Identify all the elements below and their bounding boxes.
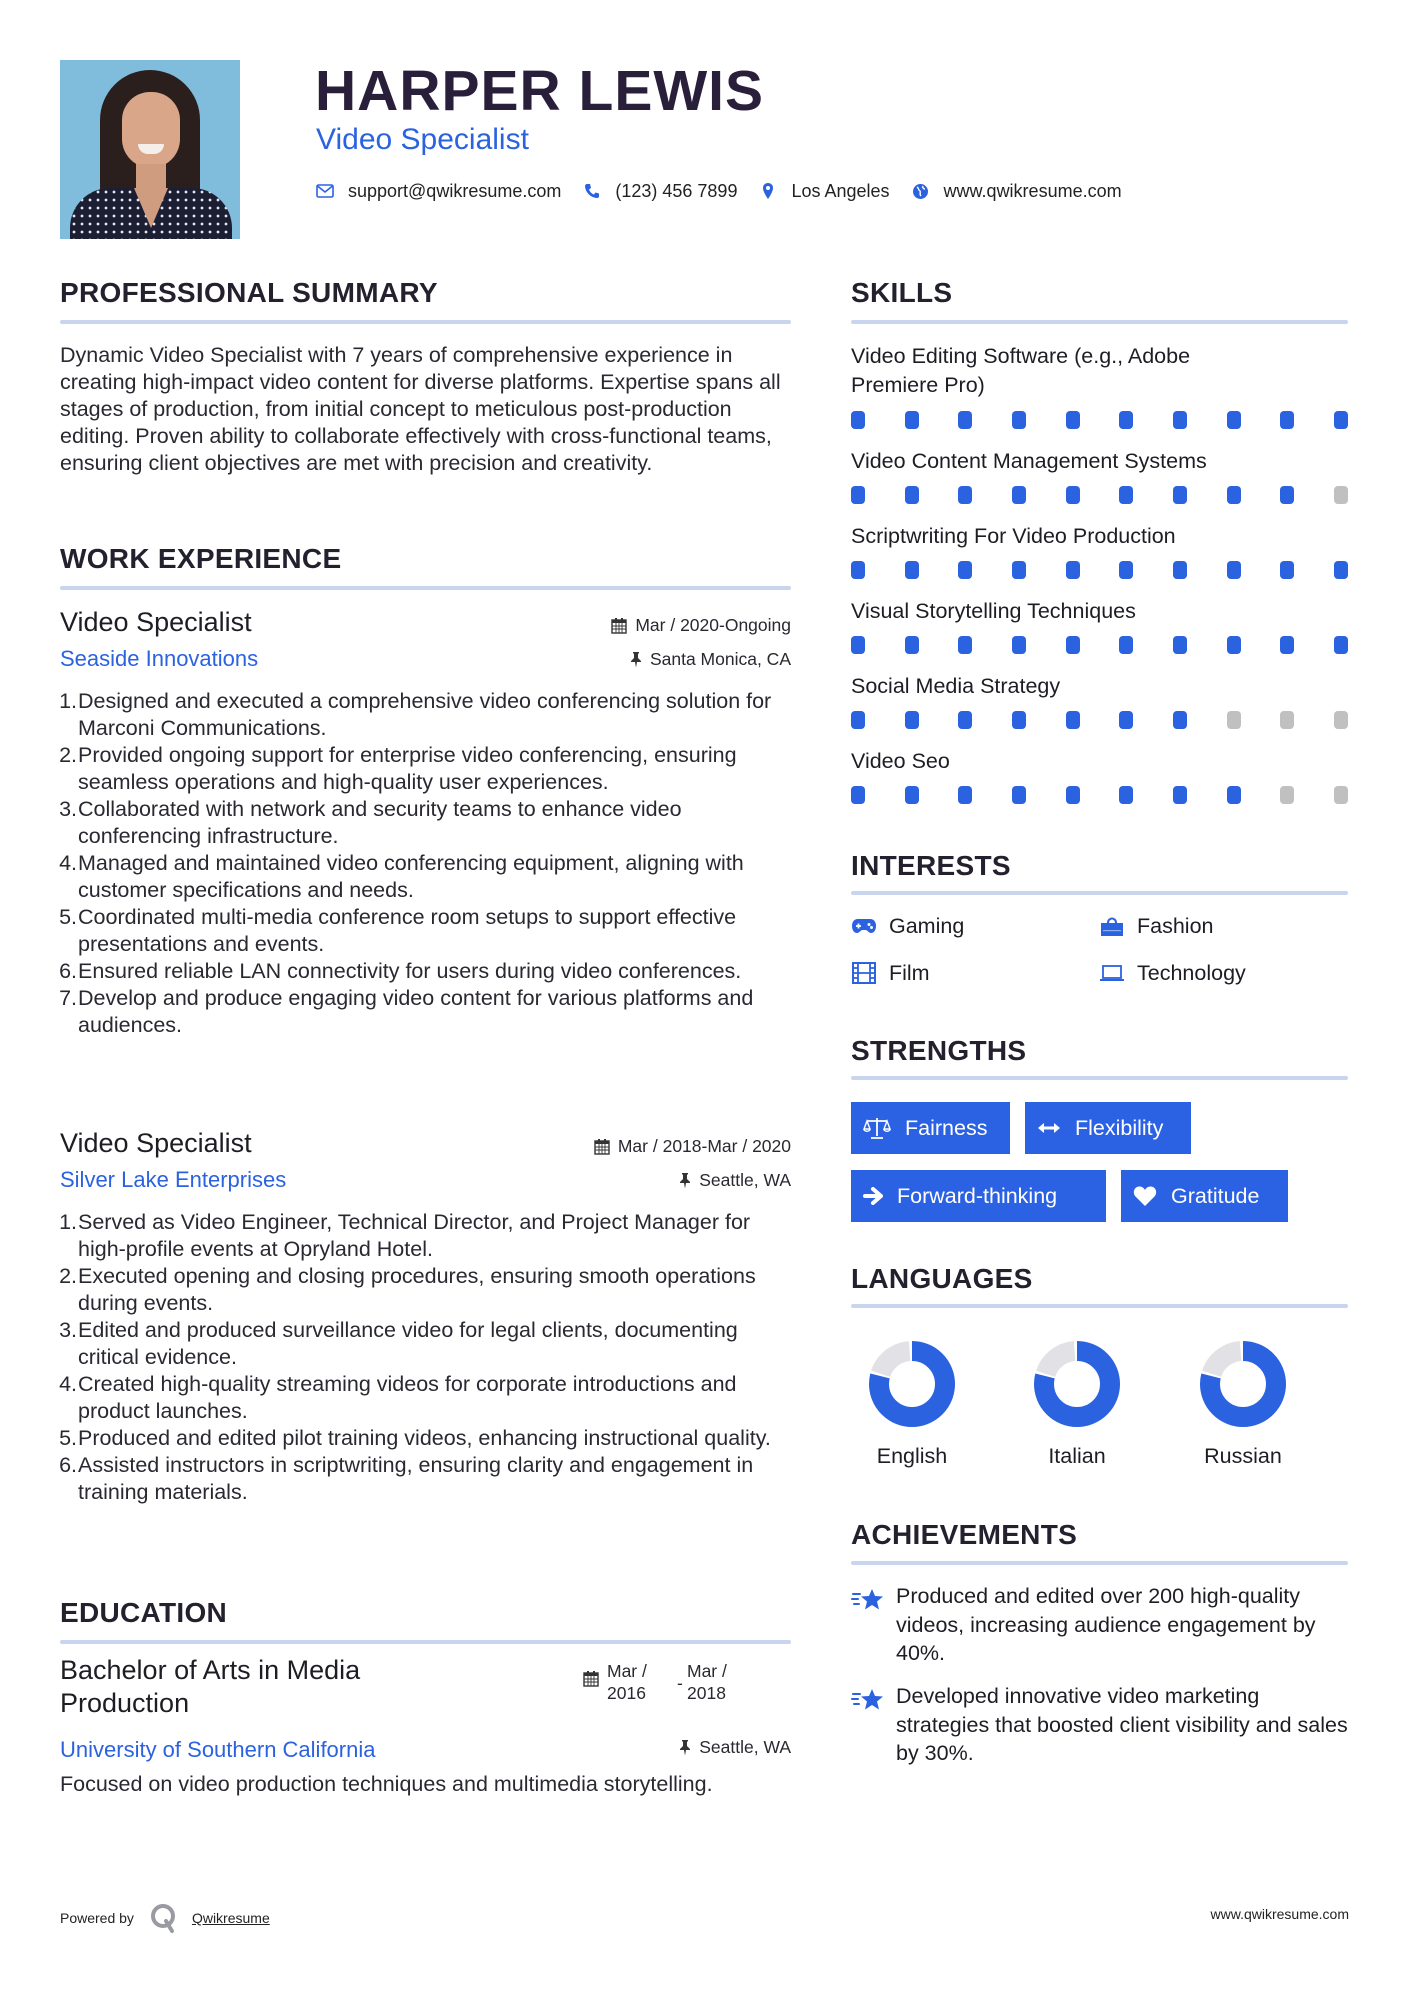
section-divider bbox=[60, 586, 791, 590]
rating-dot-filled bbox=[1119, 786, 1133, 804]
rating-dot-filled bbox=[1119, 561, 1133, 579]
rating-dot-filled bbox=[851, 636, 865, 654]
skill-name: Visual Storytelling Techniques bbox=[851, 599, 1136, 623]
list-item: 1. Served as Video Engineer, Technical Director, and Project Manager for high-profile events at Opryland Hotel. bbox=[59, 1210, 751, 1261]
rating-dot-filled bbox=[1012, 636, 1026, 654]
rating-dot-filled bbox=[905, 411, 919, 429]
rating-dot-empty bbox=[1227, 711, 1241, 729]
powered-by-label: Powered by bbox=[60, 1910, 134, 1926]
rating-dot-filled bbox=[1066, 411, 1080, 429]
list-item: 3. Collaborated with network and security teams to enhance video conferencing infrastructure. bbox=[59, 797, 682, 848]
job-dates bbox=[611, 613, 791, 637]
rating-dot-filled bbox=[905, 636, 919, 654]
list-item: 6. Assisted instructors in scriptwriting, ensuring clarity and engagement in training materials. bbox=[59, 1453, 754, 1504]
contact-bar bbox=[316, 178, 1144, 204]
rating-dot-filled bbox=[851, 411, 865, 429]
language-proficiency-donut bbox=[1033, 1340, 1121, 1428]
heading-work-experience: WORK EXPERIENCE bbox=[60, 543, 342, 574]
footer-powered-by bbox=[60, 1903, 270, 1933]
rating-dot-filled bbox=[1334, 561, 1348, 579]
rating-dot-filled bbox=[851, 486, 865, 504]
heading-education: EDUCATION bbox=[60, 1597, 228, 1628]
rating-dot-filled bbox=[1173, 786, 1187, 804]
section-divider bbox=[851, 1304, 1348, 1308]
candidate-name: HARPER LEWIS bbox=[315, 59, 765, 123]
candidate-title: Video Specialist bbox=[316, 123, 529, 156]
qwikresume-link[interactable]: Qwikresume bbox=[191, 1910, 270, 1926]
phone-icon bbox=[583, 182, 601, 200]
rating-dot-filled bbox=[1173, 486, 1187, 504]
list-item: 2. Provided ongoing support for enterprise video conferencing, ensuring seamless operations and high-quality user experiences. bbox=[59, 743, 737, 794]
education-dates bbox=[583, 1660, 747, 1704]
education-degree: Bachelor of Arts in Media Production bbox=[60, 1655, 361, 1718]
strength-label: Fairness bbox=[905, 1115, 988, 1140]
rating-dot-filled bbox=[1280, 561, 1294, 579]
job-entry-header bbox=[60, 1126, 791, 1192]
contact-phone-text: (123) 456 7899 bbox=[615, 180, 738, 201]
education-start-date: Mar / 2016 bbox=[607, 1661, 647, 1703]
rating-dot-filled bbox=[1012, 486, 1026, 504]
skill-name: Video Editing Software (e.g., Adobe Premiere Pro) bbox=[851, 344, 1191, 397]
job-duties-list bbox=[60, 688, 791, 1039]
section-divider bbox=[851, 1076, 1348, 1080]
calendar-icon bbox=[583, 1670, 599, 1704]
job-role: Video Specialist bbox=[60, 607, 252, 637]
strength-badge bbox=[1121, 1170, 1288, 1222]
heart-icon bbox=[1133, 1185, 1157, 1207]
skill-rating bbox=[851, 486, 1348, 504]
skill-rating bbox=[851, 711, 1348, 729]
interest-item bbox=[851, 912, 964, 940]
language-name: Russian bbox=[1204, 1444, 1282, 1468]
rating-dot-filled bbox=[1119, 486, 1133, 504]
list-item: 4. Managed and maintained video conferencing equipment, aligning with customer specifications and needs. bbox=[59, 851, 744, 902]
list-item: 5. Produced and edited pilot training videos, enhancing instructional quality. bbox=[59, 1426, 771, 1450]
arrow-right-icon bbox=[863, 1187, 883, 1205]
rating-dot-filled bbox=[1173, 561, 1187, 579]
language-item bbox=[1017, 1340, 1137, 1470]
rating-dot-filled bbox=[851, 561, 865, 579]
rating-dot-filled bbox=[958, 561, 972, 579]
job-location bbox=[679, 1168, 791, 1192]
language-name: Italian bbox=[1048, 1444, 1106, 1468]
job-location bbox=[630, 647, 791, 671]
rating-dot-filled bbox=[851, 786, 865, 804]
contact-location bbox=[759, 181, 889, 202]
qwikresume-logo-icon bbox=[150, 1903, 178, 1933]
globe-icon bbox=[912, 182, 930, 200]
rating-dot-filled bbox=[958, 411, 972, 429]
list-item: 2. Executed opening and closing procedures, ensuring smooth operations during events. bbox=[59, 1264, 756, 1315]
skill-rating bbox=[851, 411, 1348, 429]
gamepad-icon bbox=[851, 915, 877, 937]
interest-item bbox=[851, 959, 930, 987]
job-company: Seaside Innovations bbox=[60, 646, 259, 671]
list-item: 4. Created high-quality streaming videos for corporate introductions and product launches. bbox=[59, 1372, 737, 1423]
language-name: English bbox=[876, 1444, 948, 1468]
rating-dot-empty bbox=[1334, 786, 1348, 804]
job-entry-header bbox=[60, 605, 791, 671]
achievement-item bbox=[851, 1682, 1348, 1768]
rating-dot-empty bbox=[1334, 486, 1348, 504]
rating-dot-filled bbox=[1173, 636, 1187, 654]
skill-name: Video Seo bbox=[851, 749, 950, 773]
pushpin-icon bbox=[679, 1172, 691, 1189]
skill-rating bbox=[851, 561, 1348, 579]
shooting-star-icon bbox=[851, 1582, 885, 1668]
balance-scale-icon bbox=[863, 1117, 891, 1139]
heading-strengths: STRENGTHS bbox=[851, 1035, 1027, 1066]
heading-languages: LANGUAGES bbox=[851, 1263, 1033, 1294]
contact-email-text: support@qwikresume.com bbox=[348, 180, 562, 201]
strength-badge bbox=[1025, 1102, 1191, 1154]
rating-dot-filled bbox=[958, 786, 972, 804]
rating-dot-filled bbox=[1227, 411, 1241, 429]
language-proficiency-donut bbox=[868, 1340, 956, 1428]
rating-dot-filled bbox=[1012, 411, 1026, 429]
job-location-text: Seattle, WA bbox=[699, 1170, 791, 1190]
pushpin-icon bbox=[679, 1739, 691, 1756]
film-icon bbox=[851, 962, 877, 984]
job-dates-text: Mar / 2020-Ongoing bbox=[635, 615, 791, 635]
section-divider bbox=[851, 1561, 1348, 1565]
rating-dot-filled bbox=[958, 636, 972, 654]
job-dates bbox=[594, 1134, 791, 1158]
rating-dot-filled bbox=[1066, 636, 1080, 654]
rating-dot-filled bbox=[1066, 486, 1080, 504]
list-item: 7. Develop and produce engaging video content for various platforms and audiences. bbox=[59, 986, 754, 1037]
strength-badge bbox=[851, 1170, 1106, 1222]
language-item bbox=[852, 1340, 972, 1470]
language-item bbox=[1183, 1340, 1303, 1470]
strength-label: Forward-thinking bbox=[897, 1183, 1058, 1208]
education-description: Focused on video production techniques and multimedia storytelling. bbox=[60, 1772, 713, 1796]
job-company: Silver Lake Enterprises bbox=[60, 1167, 287, 1192]
achievement-item bbox=[851, 1582, 1348, 1668]
skill-name: Video Content Management Systems bbox=[851, 449, 1207, 473]
section-divider bbox=[851, 891, 1348, 895]
interest-label: Fashion bbox=[1137, 914, 1214, 938]
skill-name: Scriptwriting For Video Production bbox=[851, 524, 1176, 548]
rating-dot-filled bbox=[1227, 636, 1241, 654]
shopping-bag-icon bbox=[1099, 915, 1125, 937]
calendar-icon bbox=[594, 1138, 610, 1155]
calendar-icon bbox=[611, 617, 627, 634]
rating-dot-filled bbox=[1119, 636, 1133, 654]
skill-rating bbox=[851, 786, 1348, 804]
rating-dot-filled bbox=[1119, 411, 1133, 429]
list-item: 1. Designed and executed a comprehensive video conferencing solution for Marconi Communications. bbox=[59, 689, 772, 740]
strength-label: Flexibility bbox=[1075, 1115, 1164, 1140]
list-item: 3. Edited and produced surveillance video for legal clients, documenting critical evidence. bbox=[59, 1318, 738, 1369]
heading-professional-summary: PROFESSIONAL SUMMARY bbox=[60, 277, 438, 308]
rating-dot-filled bbox=[1280, 636, 1294, 654]
rating-dot-filled bbox=[905, 486, 919, 504]
interest-label: Technology bbox=[1137, 961, 1246, 985]
job-location-text: Santa Monica, CA bbox=[649, 649, 791, 669]
rating-dot-filled bbox=[1012, 786, 1026, 804]
contact-phone[interactable] bbox=[583, 181, 737, 202]
map-pin-icon bbox=[759, 182, 777, 200]
contact-website-text: www.qwikresume.com bbox=[943, 180, 1122, 201]
arrows-horizontal-icon bbox=[1037, 1122, 1061, 1134]
rating-dot-filled bbox=[851, 711, 865, 729]
rating-dot-filled bbox=[1334, 636, 1348, 654]
interest-label: Film bbox=[889, 961, 930, 985]
rating-dot-filled bbox=[1066, 711, 1080, 729]
strength-badge bbox=[851, 1102, 1010, 1154]
rating-dot-filled bbox=[905, 786, 919, 804]
rating-dot-empty bbox=[1280, 711, 1294, 729]
rating-dot-filled bbox=[905, 711, 919, 729]
contact-email[interactable] bbox=[316, 181, 561, 202]
education-location bbox=[679, 1735, 791, 1759]
footer-website[interactable]: www.qwikresume.com bbox=[1210, 1906, 1349, 1922]
contact-location-text: Los Angeles bbox=[791, 180, 890, 201]
education-school: University of Southern California bbox=[60, 1737, 376, 1762]
job-duties-list bbox=[60, 1209, 791, 1506]
rating-dot-filled bbox=[1280, 411, 1294, 429]
laptop-icon bbox=[1099, 962, 1125, 984]
achievement-text: Produced and edited over 200 high-quality videos, increasing audience engagement by 40%. bbox=[896, 1584, 1316, 1665]
heading-skills: SKILLS bbox=[851, 277, 953, 308]
profile-photo bbox=[60, 60, 240, 239]
rating-dot-filled bbox=[1227, 786, 1241, 804]
contact-website[interactable] bbox=[912, 181, 1122, 202]
rating-dot-filled bbox=[905, 561, 919, 579]
rating-dot-filled bbox=[1280, 486, 1294, 504]
rating-dot-filled bbox=[1334, 411, 1348, 429]
education-end-date: Mar / 2018 bbox=[687, 1661, 727, 1703]
rating-dot-filled bbox=[1227, 561, 1241, 579]
rating-dot-filled bbox=[1012, 561, 1026, 579]
heading-interests: INTERESTS bbox=[851, 850, 1011, 881]
list-item: 5. Coordinated multi-media conference room setups to support effective presentations and events. bbox=[59, 905, 737, 956]
language-proficiency-donut bbox=[1199, 1340, 1287, 1428]
strength-label: Gratitude bbox=[1171, 1183, 1260, 1208]
skill-rating bbox=[851, 636, 1348, 654]
section-divider bbox=[60, 320, 791, 324]
job-role: Video Specialist bbox=[60, 1128, 252, 1158]
pushpin-icon bbox=[630, 651, 642, 668]
rating-dot-empty bbox=[1334, 711, 1348, 729]
interest-label: Gaming bbox=[889, 914, 965, 938]
section-divider bbox=[60, 1640, 791, 1644]
section-divider bbox=[851, 320, 1348, 324]
job-dates-text: Mar / 2018-Mar / 2020 bbox=[617, 1136, 791, 1156]
rating-dot-filled bbox=[958, 711, 972, 729]
rating-dot-filled bbox=[1173, 411, 1187, 429]
rating-dot-filled bbox=[1066, 561, 1080, 579]
date-separator: - bbox=[677, 1673, 683, 1693]
interest-item bbox=[1099, 959, 1246, 987]
rating-dot-empty bbox=[1280, 786, 1294, 804]
skill-name: Social Media Strategy bbox=[851, 674, 1061, 698]
rating-dot-filled bbox=[1119, 711, 1133, 729]
education-location-text: Seattle, WA bbox=[699, 1737, 791, 1757]
list-item: 6. Ensured reliable LAN connectivity for users during video conferences. bbox=[59, 959, 742, 983]
heading-achievements: ACHIEVEMENTS bbox=[851, 1519, 1078, 1550]
interest-item bbox=[1099, 912, 1214, 940]
rating-dot-filled bbox=[1227, 486, 1241, 504]
summary-text: Dynamic Video Specialist with 7 years of comprehensive experience in creating high-impact video content for diverse platforms. Expertise spans all stages of production, from initial concept to meticulous post-production editing. Proven ability to collaborate effectively with cross-functional teams, ensuring client objectives are met with precision and creativity. bbox=[60, 343, 781, 475]
achievement-text: Developed innovative video marketing strategies that boosted client visibility and sales by 30%. bbox=[896, 1684, 1348, 1765]
rating-dot-filled bbox=[1066, 786, 1080, 804]
rating-dot-filled bbox=[1012, 711, 1026, 729]
rating-dot-filled bbox=[1173, 711, 1187, 729]
rating-dot-filled bbox=[958, 486, 972, 504]
envelope-icon bbox=[316, 182, 334, 200]
shooting-star-icon bbox=[851, 1682, 885, 1768]
